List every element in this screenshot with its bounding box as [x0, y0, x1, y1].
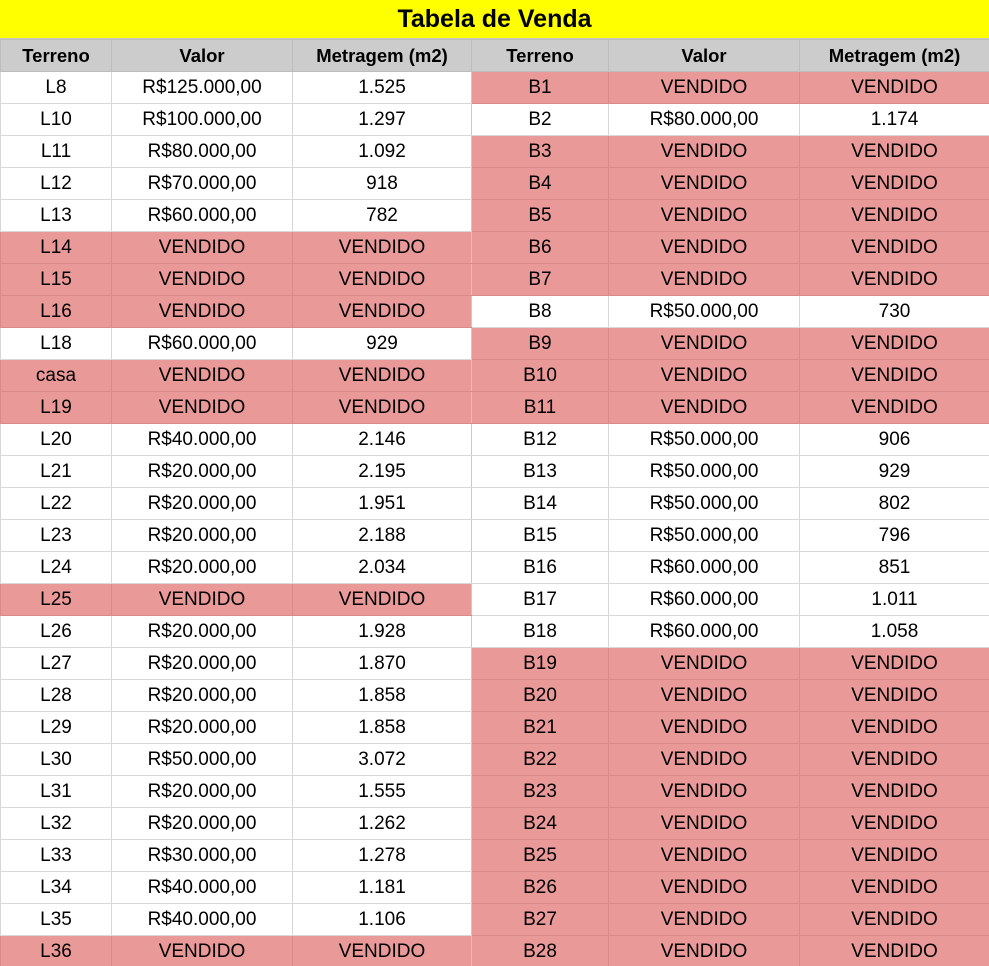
cell-metragem-right[interactable]: VENDIDO [800, 840, 989, 872]
cell-metragem-right[interactable]: VENDIDO [800, 328, 989, 360]
cell-metragem-right[interactable]: VENDIDO [800, 872, 989, 904]
cell-metragem-right[interactable]: VENDIDO [800, 136, 989, 168]
cell-valor-right[interactable]: VENDIDO [609, 712, 800, 744]
cell-terreno-left[interactable]: L12 [1, 168, 112, 200]
cell-metragem-left[interactable]: VENDIDO [293, 392, 472, 424]
cell-terreno-right[interactable]: B1 [472, 72, 609, 104]
cell-metragem-right[interactable]: 851 [800, 552, 989, 584]
cell-metragem-right[interactable]: VENDIDO [800, 648, 989, 680]
cell-terreno-right[interactable]: B12 [472, 424, 609, 456]
cell-terreno-right[interactable]: B3 [472, 136, 609, 168]
cell-valor-left[interactable]: R$20.000,00 [112, 616, 293, 648]
cell-metragem-left[interactable]: 2.188 [293, 520, 472, 552]
cell-terreno-right[interactable]: B17 [472, 584, 609, 616]
cell-valor-left[interactable]: VENDIDO [112, 296, 293, 328]
cell-metragem-right[interactable]: 802 [800, 488, 989, 520]
table-row [1, 360, 989, 392]
cell-terreno-right[interactable]: B7 [472, 264, 609, 296]
cell-valor-right[interactable]: R$50.000,00 [609, 456, 800, 488]
table-row [1, 904, 989, 936]
cell-metragem-left[interactable]: 1.951 [293, 488, 472, 520]
cell-valor-right[interactable]: VENDIDO [609, 808, 800, 840]
cell-metragem-left[interactable]: 1.858 [293, 680, 472, 712]
cell-terreno-left[interactable]: L16 [1, 296, 112, 328]
cell-metragem-left[interactable]: 1.555 [293, 776, 472, 808]
cell-terreno-left[interactable]: L32 [1, 808, 112, 840]
cell-valor-right[interactable]: R$60.000,00 [609, 616, 800, 648]
cell-valor-left[interactable]: R$100.000,00 [112, 104, 293, 136]
cell-terreno-left[interactable]: L23 [1, 520, 112, 552]
cell-metragem-left[interactable]: 3.072 [293, 744, 472, 776]
table-row [1, 456, 989, 488]
cell-metragem-left[interactable]: 2.034 [293, 552, 472, 584]
cell-valor-right[interactable]: VENDIDO [609, 200, 800, 232]
cell-metragem-left[interactable]: 1.870 [293, 648, 472, 680]
cell-terreno-left[interactable]: L14 [1, 232, 112, 264]
cell-terreno-left[interactable]: L34 [1, 872, 112, 904]
cell-valor-left[interactable]: R$30.000,00 [112, 840, 293, 872]
cell-valor-left[interactable]: R$20.000,00 [112, 520, 293, 552]
cell-terreno-right[interactable]: B24 [472, 808, 609, 840]
cell-terreno-left[interactable]: L36 [1, 936, 112, 966]
cell-terreno-left[interactable]: L22 [1, 488, 112, 520]
cell-terreno-left[interactable]: L15 [1, 264, 112, 296]
cell-terreno-right[interactable]: B15 [472, 520, 609, 552]
cell-valor-right[interactable]: VENDIDO [609, 872, 800, 904]
table-row [1, 200, 989, 232]
cell-valor-right[interactable]: VENDIDO [609, 744, 800, 776]
cell-valor-left[interactable]: VENDIDO [112, 264, 293, 296]
table-row [1, 840, 989, 872]
cell-terreno-left[interactable]: L31 [1, 776, 112, 808]
table-row [1, 72, 989, 104]
cell-terreno-right[interactable]: B2 [472, 104, 609, 136]
cell-terreno-left[interactable]: L11 [1, 136, 112, 168]
table-row [1, 648, 989, 680]
table-row [1, 488, 989, 520]
cell-valor-left[interactable]: R$125.000,00 [112, 72, 293, 104]
sheet-title[interactable]: Tabela de Venda [0, 0, 989, 39]
table-row [1, 744, 989, 776]
cell-valor-left[interactable]: R$20.000,00 [112, 488, 293, 520]
cell-valor-left[interactable]: R$20.000,00 [112, 456, 293, 488]
cell-terreno-left[interactable]: L18 [1, 328, 112, 360]
cell-terreno-right[interactable]: B16 [472, 552, 609, 584]
table-row [1, 616, 989, 648]
cell-terreno-left[interactable]: L30 [1, 744, 112, 776]
cell-valor-left[interactable]: R$20.000,00 [112, 776, 293, 808]
cell-metragem-left[interactable]: 782 [293, 200, 472, 232]
cell-valor-right[interactable]: R$80.000,00 [609, 104, 800, 136]
cell-terreno-right[interactable]: B27 [472, 904, 609, 936]
cell-valor-left[interactable]: VENDIDO [112, 584, 293, 616]
cell-terreno-left[interactable]: L26 [1, 616, 112, 648]
cell-valor-left[interactable]: R$20.000,00 [112, 808, 293, 840]
cell-valor-left[interactable]: R$20.000,00 [112, 712, 293, 744]
cell-metragem-left[interactable]: 918 [293, 168, 472, 200]
cell-metragem-left[interactable]: VENDIDO [293, 232, 472, 264]
table-row [1, 104, 989, 136]
cell-metragem-right[interactable]: VENDIDO [800, 168, 989, 200]
cell-valor-right[interactable]: VENDIDO [609, 936, 800, 966]
cell-valor-left[interactable]: R$40.000,00 [112, 424, 293, 456]
cell-terreno-right[interactable]: B26 [472, 872, 609, 904]
cell-terreno-right[interactable]: B28 [472, 936, 609, 966]
cell-valor-right[interactable]: VENDIDO [609, 904, 800, 936]
cell-terreno-left[interactable]: L24 [1, 552, 112, 584]
cell-valor-right[interactable]: VENDIDO [609, 680, 800, 712]
cell-valor-left[interactable]: VENDIDO [112, 936, 293, 966]
cell-metragem-left[interactable]: 929 [293, 328, 472, 360]
cell-metragem-right[interactable]: 796 [800, 520, 989, 552]
cell-metragem-left[interactable]: VENDIDO [293, 584, 472, 616]
cell-valor-left[interactable]: VENDIDO [112, 360, 293, 392]
header-metragem-right[interactable]: Metragem (m2) [800, 40, 989, 72]
cell-terreno-right[interactable]: B6 [472, 232, 609, 264]
cell-terreno-left[interactable]: L28 [1, 680, 112, 712]
cell-terreno-left[interactable]: L33 [1, 840, 112, 872]
header-valor-right[interactable]: Valor [609, 40, 800, 72]
cell-terreno-right[interactable]: B19 [472, 648, 609, 680]
cell-metragem-left[interactable]: 2.146 [293, 424, 472, 456]
cell-valor-right[interactable]: VENDIDO [609, 72, 800, 104]
table-row [1, 168, 989, 200]
cell-metragem-right[interactable]: VENDIDO [800, 936, 989, 966]
cell-valor-right[interactable]: VENDIDO [609, 776, 800, 808]
table-row [1, 328, 989, 360]
cell-valor-left[interactable]: R$40.000,00 [112, 872, 293, 904]
cell-terreno-right[interactable]: B9 [472, 328, 609, 360]
cell-terreno-right[interactable]: B18 [472, 616, 609, 648]
cell-terreno-left[interactable]: L20 [1, 424, 112, 456]
table-row [1, 392, 989, 424]
cell-valor-right[interactable]: VENDIDO [609, 360, 800, 392]
cell-metragem-right[interactable]: VENDIDO [800, 776, 989, 808]
cell-valor-right[interactable]: VENDIDO [609, 168, 800, 200]
cell-metragem-right[interactable]: VENDIDO [800, 72, 989, 104]
cell-terreno-right[interactable]: B11 [472, 392, 609, 424]
cell-metragem-left[interactable]: 1.858 [293, 712, 472, 744]
cell-valor-left[interactable]: R$80.000,00 [112, 136, 293, 168]
cell-metragem-left[interactable]: 1.525 [293, 72, 472, 104]
cell-terreno-right[interactable]: B14 [472, 488, 609, 520]
cell-valor-left[interactable]: VENDIDO [112, 392, 293, 424]
table-row [1, 680, 989, 712]
cell-metragem-right[interactable]: 1.058 [800, 616, 989, 648]
table-row [1, 584, 989, 616]
cell-metragem-left[interactable]: 2.195 [293, 456, 472, 488]
cell-valor-left[interactable]: R$70.000,00 [112, 168, 293, 200]
cell-terreno-left[interactable]: L35 [1, 904, 112, 936]
table-row [1, 232, 989, 264]
cell-valor-left[interactable]: R$60.000,00 [112, 200, 293, 232]
cell-terreno-right[interactable]: B20 [472, 680, 609, 712]
header-row [1, 40, 989, 72]
cell-valor-right[interactable]: VENDIDO [609, 328, 800, 360]
table-row [1, 872, 989, 904]
table-row [1, 808, 989, 840]
cell-metragem-left[interactable]: VENDIDO [293, 264, 472, 296]
cell-terreno-right[interactable]: B4 [472, 168, 609, 200]
cell-metragem-left[interactable]: 1.262 [293, 808, 472, 840]
cell-valor-right[interactable]: VENDIDO [609, 392, 800, 424]
table-row [1, 520, 989, 552]
cell-valor-right[interactable]: VENDIDO [609, 232, 800, 264]
cell-terreno-right[interactable]: B23 [472, 776, 609, 808]
cell-metragem-left[interactable]: VENDIDO [293, 360, 472, 392]
cell-metragem-left[interactable]: 1.181 [293, 872, 472, 904]
cell-metragem-right[interactable]: 1.011 [800, 584, 989, 616]
cell-valor-left[interactable]: R$20.000,00 [112, 552, 293, 584]
cell-terreno-left[interactable]: L19 [1, 392, 112, 424]
cell-terreno-left[interactable]: casa [1, 360, 112, 392]
cell-metragem-right[interactable]: VENDIDO [800, 264, 989, 296]
header-metragem-left[interactable]: Metragem (m2) [293, 40, 472, 72]
cell-metragem-right[interactable]: 730 [800, 296, 989, 328]
cell-valor-right[interactable]: VENDIDO [609, 264, 800, 296]
cell-metragem-right[interactable]: VENDIDO [800, 392, 989, 424]
cell-terreno-right[interactable]: B10 [472, 360, 609, 392]
cell-terreno-left[interactable]: L8 [1, 72, 112, 104]
cell-metragem-left[interactable]: 1.106 [293, 904, 472, 936]
cell-terreno-left[interactable]: L10 [1, 104, 112, 136]
cell-metragem-right[interactable]: VENDIDO [800, 360, 989, 392]
table-row [1, 136, 989, 168]
cell-metragem-left[interactable]: VENDIDO [293, 296, 472, 328]
header-terreno-right[interactable]: Terreno [472, 40, 609, 72]
cell-valor-left[interactable]: R$20.000,00 [112, 680, 293, 712]
cell-metragem-right[interactable]: VENDIDO [800, 808, 989, 840]
cell-metragem-right[interactable]: VENDIDO [800, 232, 989, 264]
cell-valor-left[interactable]: R$60.000,00 [112, 328, 293, 360]
cell-metragem-right[interactable]: 1.174 [800, 104, 989, 136]
cell-terreno-left[interactable]: L13 [1, 200, 112, 232]
table-row [1, 712, 989, 744]
cell-valor-right[interactable]: R$50.000,00 [609, 424, 800, 456]
cell-terreno-left[interactable]: L25 [1, 584, 112, 616]
table-row [1, 552, 989, 584]
cell-metragem-left[interactable]: VENDIDO [293, 936, 472, 966]
cell-valor-left[interactable]: VENDIDO [112, 232, 293, 264]
table-row [1, 424, 989, 456]
sales-table [0, 39, 989, 966]
cell-terreno-right[interactable]: B21 [472, 712, 609, 744]
cell-valor-left[interactable]: R$50.000,00 [112, 744, 293, 776]
table-row [1, 264, 989, 296]
cell-terreno-left[interactable]: L27 [1, 648, 112, 680]
cell-valor-right[interactable]: VENDIDO [609, 840, 800, 872]
cell-valor-right[interactable]: R$60.000,00 [609, 584, 800, 616]
cell-metragem-left[interactable]: 1.297 [293, 104, 472, 136]
cell-metragem-left[interactable]: 1.278 [293, 840, 472, 872]
cell-valor-left[interactable]: R$40.000,00 [112, 904, 293, 936]
cell-terreno-right[interactable]: B13 [472, 456, 609, 488]
table-body [1, 72, 989, 966]
cell-terreno-right[interactable]: B22 [472, 744, 609, 776]
cell-metragem-right[interactable]: VENDIDO [800, 904, 989, 936]
cell-terreno-left[interactable]: L21 [1, 456, 112, 488]
cell-metragem-right[interactable]: 929 [800, 456, 989, 488]
header-terreno-left[interactable]: Terreno [1, 40, 112, 72]
cell-valor-right[interactable]: R$60.000,00 [609, 552, 800, 584]
cell-metragem-right[interactable]: VENDIDO [800, 744, 989, 776]
header-valor-left[interactable]: Valor [112, 40, 293, 72]
cell-metragem-right[interactable]: VENDIDO [800, 200, 989, 232]
table-row [1, 296, 989, 328]
cell-terreno-right[interactable]: B25 [472, 840, 609, 872]
cell-metragem-right[interactable]: VENDIDO [800, 712, 989, 744]
cell-terreno-right[interactable]: B5 [472, 200, 609, 232]
cell-valor-left[interactable]: R$20.000,00 [112, 648, 293, 680]
cell-metragem-left[interactable]: 1.092 [293, 136, 472, 168]
cell-metragem-right[interactable]: VENDIDO [800, 680, 989, 712]
table-row [1, 776, 989, 808]
cell-valor-right[interactable]: VENDIDO [609, 648, 800, 680]
table-row [1, 936, 989, 966]
cell-valor-right[interactable]: R$50.000,00 [609, 296, 800, 328]
cell-terreno-left[interactable]: L29 [1, 712, 112, 744]
cell-terreno-right[interactable]: B8 [472, 296, 609, 328]
cell-valor-right[interactable]: VENDIDO [609, 136, 800, 168]
cell-valor-right[interactable]: R$50.000,00 [609, 488, 800, 520]
cell-metragem-right[interactable]: 906 [800, 424, 989, 456]
cell-metragem-left[interactable]: 1.928 [293, 616, 472, 648]
cell-valor-right[interactable]: R$50.000,00 [609, 520, 800, 552]
